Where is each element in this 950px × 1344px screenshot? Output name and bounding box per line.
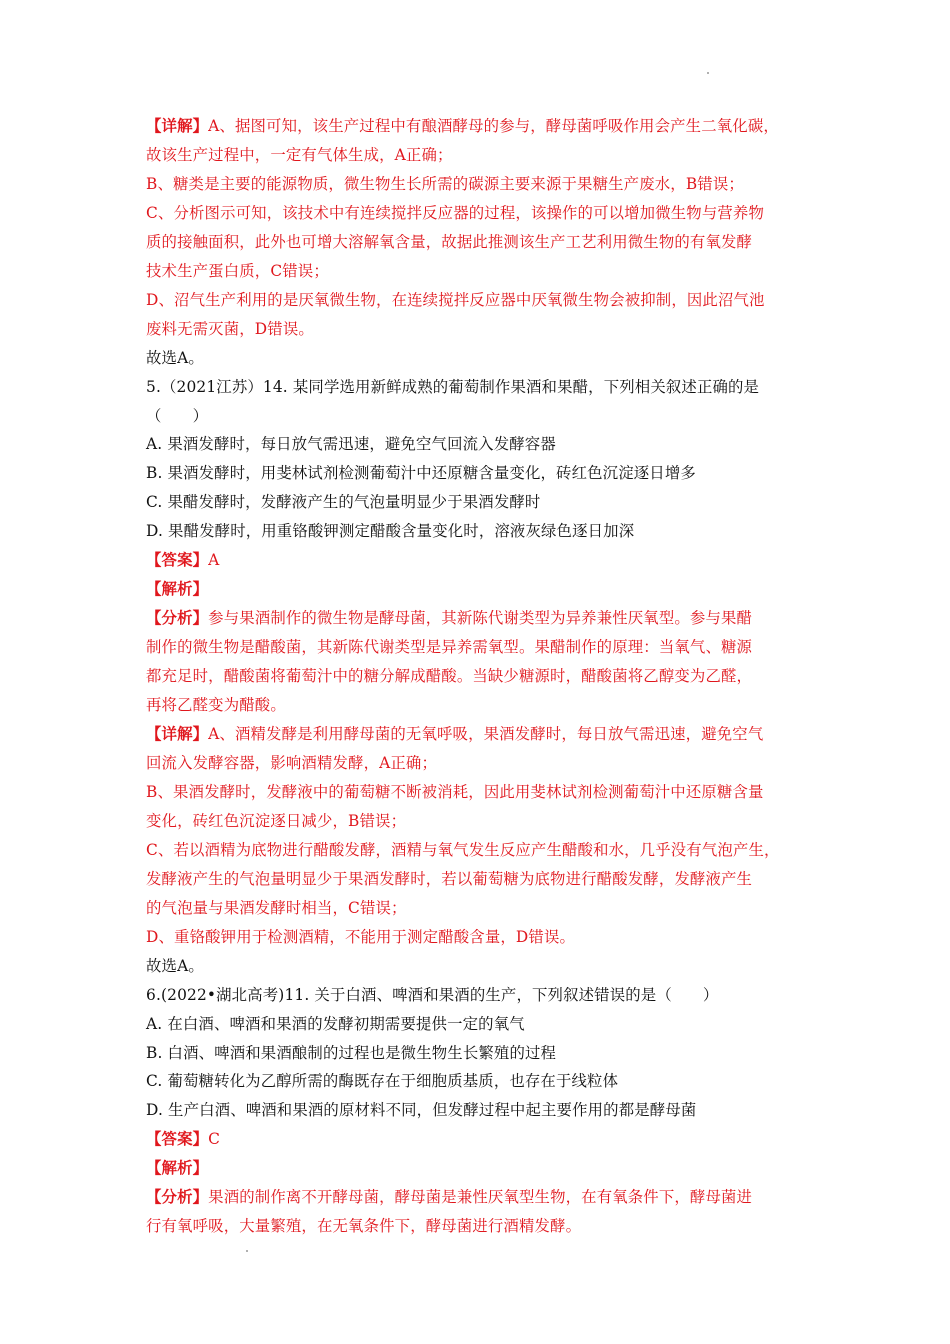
fenxi-line: 再将乙醛变为醋酸。 <box>146 696 286 715</box>
answer-tag: 【答案】 <box>146 1130 209 1149</box>
detail-line: C、分析图示可知，该技术中有连续搅拌反应器的过程，该操作的可以增加微生物与营养物 <box>146 203 765 222</box>
fenxi-line: 制作的微生物是醋酸菌，其新陈代谢类型是异养需氧型。果醋制作的原理：当氧气、糖源 <box>146 638 753 657</box>
detail-line: B、果酒发酵时，发酵液中的葡萄糖不断被消耗，因此用斐林试剂检测葡萄汁中还原糖含量 <box>146 782 764 801</box>
fenxi-line: 行有氧呼吸，大量繁殖，在无氧条件下，酵母菌进行酒精发酵。 <box>146 1217 582 1236</box>
question-6-stem: 6.(2022•湖北高考)11. 关于白酒、啤酒和果酒的生产，下列叙述错误的是（ ） <box>146 985 719 1004</box>
detail-line: 回流入发酵容器，影响酒精发酵，A正确； <box>146 753 437 772</box>
option-d: D. 生产白酒、啤酒和果酒的原材料不同，但发酵过程中起主要作用的都是酵母菌 <box>146 1101 697 1120</box>
detail-line: 发酵液产生的气泡量明显少于果酒发酵时，若以葡萄糖为底物进行醋酸发酵，发酵液产生 <box>146 869 753 888</box>
question-5-stem-blank: （ ） <box>146 406 209 425</box>
option-b: B. 果酒发酵时，用斐林试剂检测葡萄汁中还原糖含量变化，砖红色沉淀逐日增多 <box>146 464 696 483</box>
option-b: B. 白酒、啤酒和果酒酿制的过程也是微生物生长繁殖的过程 <box>146 1043 557 1062</box>
detail-line: B、糖类是主要的能源物质，微生物生长所需的碳源主要来源于果糖生产废水，B错误； <box>146 174 744 193</box>
answer-value: A <box>208 551 220 570</box>
detail-line: 技术生产蛋白质，C错误； <box>146 261 329 280</box>
answer-line <box>146 546 818 575</box>
fenxi-line: 都充足时，醋酸菌将葡萄汁中的糖分解成醋酸。当缺少糖源时，醋酸菌将乙醇变为乙醛， <box>146 667 753 686</box>
answer-line <box>146 1125 818 1154</box>
detail-line: C、若以酒精为底物进行醋酸发酵，酒精与氧气发生反应产生醋酸和水，几乎没有气泡产生， <box>146 840 780 859</box>
detail-tag: 【详解】 <box>146 725 209 744</box>
detail-line: 【详解】A、酒精发酵是利用酵母菌的无氧呼吸，果酒发酵时，每日放气需迅速，避免空气 <box>146 725 764 744</box>
option-a: A. 果酒发酵时，每日放气需迅速，避免空气回流入发酵容器 <box>146 435 556 454</box>
option-a: A. 在白酒、啤酒和果酒的发酵初期需要提供一定的氧气 <box>146 1014 525 1033</box>
answer-value: C <box>208 1130 221 1149</box>
answer-tag: 【答案】 <box>146 551 209 570</box>
bottom-dot <box>246 1250 248 1252</box>
detail-line: D、沼气生产利用的是厌氧微生物，在连续搅拌反应器中厌氧微生物会被抑制，因此沼气池 <box>146 290 765 309</box>
detail-line: 故该生产过程中，一定有气体生成，A正确； <box>146 145 453 164</box>
detail-line: D、重铬酸钾用于检测酒精，不能用于测定醋酸含量，D错误。 <box>146 927 576 946</box>
fenxi-tag: 【分析】 <box>146 1188 209 1207</box>
analysis-tag: 【解析】 <box>146 1159 209 1178</box>
fenxi-tag: 【分析】 <box>146 609 209 628</box>
document-content <box>146 112 818 1241</box>
option-d: D. 果醋发酵时，用重铬酸钾测定醋酸含量变化时，溶液灰绿色逐日加深 <box>146 522 635 541</box>
detail-line: 质的接触面积，此外也可增大溶解氧含量，故据此推测该生产工艺利用微生物的有氧发酵 <box>146 232 753 251</box>
detail-line: 废料无需灭菌，D错误。 <box>146 319 314 338</box>
detail-line: 变化，砖红色沉淀逐日减少，B错误； <box>146 811 407 830</box>
top-dot <box>707 72 709 74</box>
fenxi-line: 【分析】果酒的制作离不开酵母菌，酵母菌是兼性厌氧型生物，在有氧条件下，酵母菌进 <box>146 1188 753 1207</box>
conclusion: 故选A。 <box>146 348 204 367</box>
detail-tag: 【详解】 <box>146 117 209 135</box>
fenxi-line: 【分析】参与果酒制作的微生物是酵母菌，其新陈代谢类型为异养兼性厌氧型。参与果醋 <box>146 609 753 628</box>
conclusion: 故选A。 <box>146 956 204 975</box>
question-5-stem: 5.（2021江苏）14. 某同学选用新鲜成熟的葡萄制作果酒和果醋，下列相关叙述正确的是 <box>146 377 760 396</box>
option-c: C. 果醋发酵时，发酵液产生的气泡量明显少于果酒发酵时 <box>146 493 541 512</box>
analysis-tag: 【解析】 <box>146 580 209 599</box>
detail-line: 【详解】A、据图可知，该生产过程中有酿酒酵母的参与，酵母菌呼吸作用会产生二氧化碳， <box>146 117 779 135</box>
detail-line: 的气泡量与果酒发酵时相当，C错误； <box>146 898 407 917</box>
option-c: C. 葡萄糖转化为乙醇所需的酶既存在于细胞质基质，也存在于线粒体 <box>146 1072 619 1091</box>
